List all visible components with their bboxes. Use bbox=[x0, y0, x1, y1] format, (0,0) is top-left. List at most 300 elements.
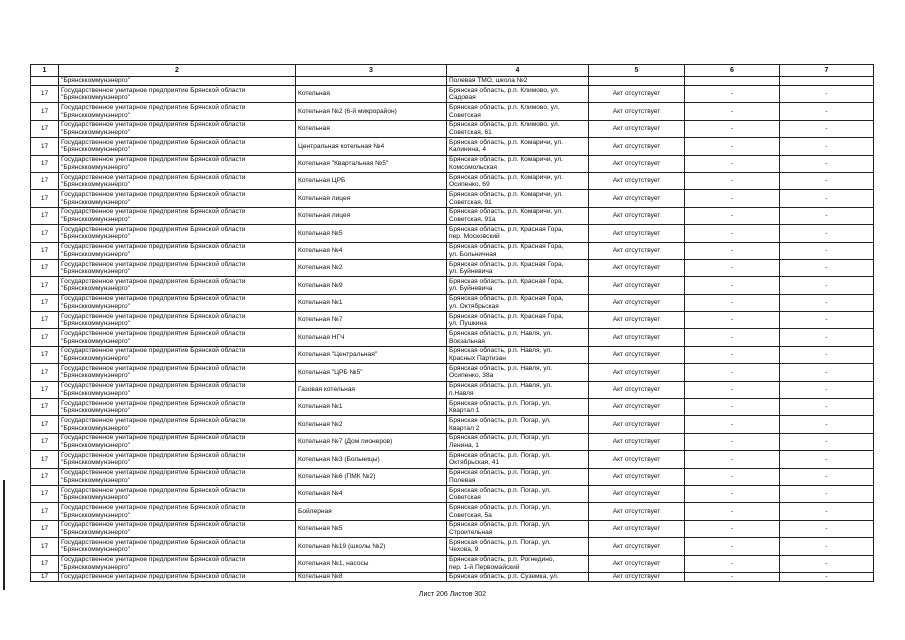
cell-address bbox=[447, 312, 589, 329]
table-row bbox=[31, 155, 874, 172]
cell-number: 17 bbox=[31, 346, 59, 363]
cell-organization bbox=[59, 138, 296, 155]
cell-number: 17 bbox=[31, 399, 59, 416]
cell-number: 17 bbox=[31, 381, 59, 398]
cell-address bbox=[447, 555, 589, 572]
cell-object: Котельная №5 bbox=[296, 225, 447, 242]
address-line-2: ул. Буйневича bbox=[449, 268, 493, 276]
cell-address bbox=[447, 346, 589, 363]
cell-status: Акт отсутствует bbox=[589, 364, 685, 381]
cell-number: 17 bbox=[31, 207, 59, 224]
cell-number: 17 bbox=[31, 312, 59, 329]
address-line-2: Строительная bbox=[449, 528, 493, 536]
cell-number: 17 bbox=[31, 225, 59, 242]
org-line-1: Государственное унитарное предприятие Брянской области bbox=[61, 190, 246, 198]
cell-status: Акт отсутствует bbox=[589, 503, 685, 520]
table-row bbox=[31, 190, 874, 207]
cell-col6: - bbox=[685, 207, 780, 224]
table-row bbox=[31, 242, 874, 259]
org-line-2: "Брянсккоммунэнерго" bbox=[61, 459, 130, 467]
cell-col6: - bbox=[685, 86, 780, 103]
table-row bbox=[31, 433, 874, 450]
cell-col6: - bbox=[685, 103, 780, 120]
cell-organization: "Брянсккоммунэнерго" bbox=[59, 77, 296, 86]
org-line-1: Государственное унитарное предприятие Брянской области bbox=[61, 556, 246, 564]
cell-col6: - bbox=[685, 312, 780, 329]
table-body bbox=[31, 77, 874, 573]
col-header-1: 1 bbox=[31, 65, 59, 77]
scan-edge-mark bbox=[3, 480, 5, 590]
cell-col7: - bbox=[780, 259, 874, 276]
cell-status: Акт отсутствует bbox=[589, 190, 685, 207]
org-line-1: Государственное унитарное предприятие Брянской области bbox=[61, 138, 246, 146]
cell-address bbox=[447, 416, 589, 433]
cell-status: Акт отсутствует bbox=[589, 433, 685, 450]
org-line-1: Государственное унитарное предприятие Брянской области bbox=[61, 451, 246, 459]
cell-object: Котельная №7 (Дом пионеров) bbox=[296, 433, 447, 450]
address-line-2: Квартал 1 bbox=[449, 407, 480, 415]
table-row bbox=[31, 485, 874, 502]
cell-object: Котельная лицея bbox=[296, 207, 447, 224]
cell-number: 17 bbox=[31, 503, 59, 520]
cell-organization bbox=[59, 555, 296, 572]
address-line-1: Брянская область, р.п. Красная Гора, bbox=[449, 312, 564, 320]
address-line-2: Октябрьская, 41 bbox=[449, 459, 500, 467]
cell-organization: Государственное унитарное предприятие Брянской области bbox=[59, 572, 296, 581]
cell-number: 17 bbox=[31, 155, 59, 172]
address-line-2: Советская bbox=[449, 494, 481, 502]
cell-organization bbox=[59, 155, 296, 172]
cell-address bbox=[447, 468, 589, 485]
cell-col6: - bbox=[685, 555, 780, 572]
org-line-2: "Брянсккоммунэнерго" bbox=[61, 320, 130, 328]
cell-address bbox=[447, 242, 589, 259]
cell-organization bbox=[59, 312, 296, 329]
cell-address bbox=[447, 259, 589, 276]
cell-status: Акт отсутствует bbox=[589, 381, 685, 398]
table-row bbox=[31, 312, 874, 329]
org-line-2: "Брянсккоммунэнерго" bbox=[61, 389, 130, 397]
cell-organization bbox=[59, 103, 296, 120]
cell-number: 17 bbox=[31, 294, 59, 311]
address-line-2: Осипенко, 69 bbox=[449, 181, 490, 189]
cell-status: Акт отсутствует bbox=[589, 346, 685, 363]
address-line-1: Брянская область, р.п. Климово, ул. bbox=[449, 103, 560, 111]
address-line-1: Брянская область, р.п. Красная Гора, bbox=[449, 277, 564, 285]
cell-organization bbox=[59, 433, 296, 450]
table-row bbox=[31, 468, 874, 485]
cell-status: Акт отсутствует bbox=[589, 103, 685, 120]
cell-status: Акт отсутствует bbox=[589, 312, 685, 329]
cell-col6: - bbox=[685, 399, 780, 416]
cell-address bbox=[447, 329, 589, 346]
cell-object: Газовая котельная bbox=[296, 381, 447, 398]
org-line-1: Государственное унитарное предприятие Брянской области bbox=[61, 347, 246, 355]
cell-object: Котельная №5 bbox=[296, 520, 447, 537]
cell-status: Акт отсутствует bbox=[589, 242, 685, 259]
cell-object: Котельная №2 bbox=[296, 416, 447, 433]
col-header-4: 4 bbox=[447, 65, 589, 77]
address-line-2: Советская, 91 bbox=[449, 198, 492, 206]
address-line-2: Советская, 5а bbox=[449, 511, 492, 519]
address-line-1: Брянская область, р.п. Комаричи, ул. bbox=[449, 138, 564, 146]
cell-status: Акт отсутствует bbox=[589, 207, 685, 224]
table-row bbox=[31, 103, 874, 120]
cell-object: Котельная bbox=[296, 120, 447, 137]
cell-address bbox=[447, 294, 589, 311]
cell-address: Брянская область, р.п. Суземка, ул. bbox=[447, 572, 589, 581]
cell-object bbox=[296, 77, 447, 86]
address-line-2: Вокзальная bbox=[449, 337, 485, 345]
cell-col7: - bbox=[780, 155, 874, 172]
org-line-1: Государственное унитарное предприятие Брянской области bbox=[61, 312, 246, 320]
cell-col7: - bbox=[780, 468, 874, 485]
table-row bbox=[31, 451, 874, 468]
cell-col7: - bbox=[780, 451, 874, 468]
address-line-2: Садовая bbox=[449, 94, 476, 102]
header-row bbox=[31, 65, 874, 77]
org-line-2: "Брянсккоммунэнерго" bbox=[61, 163, 130, 171]
address-line-2: пер. Московский bbox=[449, 233, 500, 241]
table-row bbox=[31, 329, 874, 346]
cell-organization bbox=[59, 520, 296, 537]
cell-number: 17 bbox=[31, 468, 59, 485]
table-last bbox=[31, 572, 874, 581]
address-line-2: Комсомольская bbox=[449, 163, 497, 171]
page-footer: Лист 206 Листов 302 bbox=[418, 591, 487, 598]
address-line-2: Советская, 91а bbox=[449, 215, 496, 223]
table-row bbox=[31, 364, 874, 381]
cell-col6: - bbox=[685, 468, 780, 485]
cell-status: Акт отсутствует bbox=[589, 538, 685, 555]
cell-status: Акт отсутствует bbox=[589, 172, 685, 189]
document-sheet bbox=[30, 64, 874, 582]
org-line-2: "Брянсккоммунэнерго" bbox=[61, 302, 130, 310]
cell-col6: - bbox=[685, 485, 780, 502]
cell-col6 bbox=[685, 77, 780, 86]
org-line-1: Государственное унитарное предприятие Брянской области bbox=[61, 538, 246, 546]
org-line-1: Государственное унитарное предприятие Брянской области bbox=[61, 277, 246, 285]
table-row bbox=[31, 381, 874, 398]
cell-col7 bbox=[780, 77, 874, 86]
address-line-2: ул. Буйневича bbox=[449, 285, 493, 293]
org-line-1: Государственное унитарное предприятие Брянской области bbox=[61, 225, 246, 233]
cell-status: Акт отсутствует bbox=[589, 468, 685, 485]
cell-status: Акт отсутствует bbox=[589, 155, 685, 172]
cell-object: Котельная №7 bbox=[296, 312, 447, 329]
address-line-2: ул. Пушкина bbox=[449, 320, 487, 328]
cell-status: Акт отсутствует bbox=[589, 138, 685, 155]
org-line-1: Государственное унитарное предприятие Брянской области bbox=[61, 503, 246, 511]
cell-address bbox=[447, 86, 589, 103]
cell-number: 17 bbox=[31, 242, 59, 259]
cell-status: Акт отсутствует bbox=[589, 277, 685, 294]
cell-address bbox=[447, 485, 589, 502]
col-header-3: 3 bbox=[296, 65, 447, 77]
cell-address bbox=[447, 103, 589, 120]
org-line-1: Государственное унитарное предприятие Брянской области bbox=[61, 382, 246, 390]
cell-col6: - bbox=[685, 190, 780, 207]
cell-col7: - bbox=[780, 520, 874, 537]
cell-address bbox=[447, 190, 589, 207]
org-line-1: Государственное унитарное предприятие Брянской области bbox=[61, 469, 246, 477]
org-line-2: "Брянсккоммунэнерго" bbox=[61, 337, 130, 345]
cell-address: Полевая ТМО, школа №2 bbox=[447, 77, 589, 86]
cell-number: 17 bbox=[31, 120, 59, 137]
cell-number: 17 bbox=[31, 277, 59, 294]
cell-status: Акт отсутствует bbox=[589, 86, 685, 103]
org-line-1: Государственное унитарное предприятие Брянской области bbox=[61, 399, 246, 407]
cell-address bbox=[447, 503, 589, 520]
org-line-2: "Брянсккоммунэнерго" bbox=[61, 285, 130, 293]
org-line-1: Государственное унитарное предприятие Брянской области bbox=[61, 156, 246, 164]
cell-col7: - bbox=[780, 416, 874, 433]
cell-status bbox=[589, 77, 685, 86]
org-line-2: "Брянсккоммунэнерго" bbox=[61, 476, 130, 484]
cell-organization bbox=[59, 503, 296, 520]
address-line-1: Брянская область, р.п. Погар, ул. bbox=[449, 521, 551, 529]
table-row bbox=[31, 538, 874, 555]
cell-address bbox=[447, 138, 589, 155]
cell-col6: - bbox=[685, 520, 780, 537]
cell-number: 17 bbox=[31, 364, 59, 381]
cell-organization bbox=[59, 242, 296, 259]
cell-number: 17 bbox=[31, 572, 59, 581]
cell-col6: - bbox=[685, 172, 780, 189]
table-row bbox=[31, 225, 874, 242]
org-line-1: Государственное унитарное предприятие Брянской области bbox=[61, 208, 246, 216]
cell-number: 17 bbox=[31, 86, 59, 103]
cell-col6: - bbox=[685, 138, 780, 155]
org-line-1: Государственное унитарное предприятие Брянской области bbox=[61, 330, 246, 338]
address-line-1: Брянская область, р.п. Комаричи, ул. bbox=[449, 208, 564, 216]
cell-address bbox=[447, 520, 589, 537]
last-row bbox=[31, 572, 874, 581]
cell-col7: - bbox=[780, 346, 874, 363]
cell-number: 17 bbox=[31, 416, 59, 433]
cell-object: Котельная №9 bbox=[296, 277, 447, 294]
cell-organization bbox=[59, 259, 296, 276]
address-line-1: Брянская область, р.п. Погар, ул. bbox=[449, 417, 551, 425]
address-line-2: п.Навля bbox=[449, 389, 474, 397]
cell-status: Акт отсутствует bbox=[589, 416, 685, 433]
cell-col7: - bbox=[780, 433, 874, 450]
cell-object: Котельная "ЦРБ №5" bbox=[296, 364, 447, 381]
org-line-1: Государственное унитарное предприятие Брянской области bbox=[61, 243, 246, 251]
cell-status: Акт отсутствует bbox=[589, 294, 685, 311]
cell-col7: - bbox=[780, 86, 874, 103]
cell-number: 17 bbox=[31, 190, 59, 207]
address-line-1: Брянская область, р.п. Комаричи, ул. bbox=[449, 173, 564, 181]
address-line-2: пер. 1-й Первомайский bbox=[449, 563, 520, 571]
address-line-2: Чехова, 9 bbox=[449, 546, 479, 554]
cell-col7: - bbox=[780, 172, 874, 189]
address-line-1: Брянская область, р.п. Комаричи, ул. bbox=[449, 156, 564, 164]
cell-number: 17 bbox=[31, 103, 59, 120]
cell-object: Котельная №3 (Больницы) bbox=[296, 451, 447, 468]
org-line-1: Государственное унитарное предприятие Брянской области bbox=[61, 103, 246, 111]
cell-status: Акт отсутствует bbox=[589, 259, 685, 276]
cell-organization bbox=[59, 225, 296, 242]
cell-col6: - bbox=[685, 346, 780, 363]
cell-address bbox=[447, 207, 589, 224]
cell-col6: - bbox=[685, 538, 780, 555]
cell-organization bbox=[59, 207, 296, 224]
address-line-2: ул. Больничная bbox=[449, 250, 497, 258]
org-line-2: "Брянсккоммунэнерго" bbox=[61, 563, 130, 571]
cell-number: 17 bbox=[31, 329, 59, 346]
org-line-2: "Брянсккоммунэнерго" bbox=[61, 424, 130, 432]
org-line-1: Государственное унитарное предприятие Брянской области bbox=[61, 86, 246, 94]
cell-organization bbox=[59, 468, 296, 485]
cell-organization bbox=[59, 364, 296, 381]
org-line-1: Государственное унитарное предприятие Брянской области bbox=[61, 260, 246, 268]
cell-object: Котельная №19 (школы №2) bbox=[296, 538, 447, 555]
address-line-2: Осипенко, 38а bbox=[449, 372, 494, 380]
address-line-2: Советская, 61 bbox=[449, 128, 492, 136]
cell-object: Котельная №1 bbox=[296, 399, 447, 416]
table-row bbox=[31, 294, 874, 311]
cell-organization bbox=[59, 451, 296, 468]
address-line-2: Калинина, 4 bbox=[449, 146, 487, 154]
table-row bbox=[31, 120, 874, 137]
table-row bbox=[31, 346, 874, 363]
cell-address bbox=[447, 451, 589, 468]
cell-number: 17 bbox=[31, 538, 59, 555]
org-line-2: "Брянсккоммунэнерго" bbox=[61, 546, 130, 554]
cell-object: Котельная bbox=[296, 86, 447, 103]
cell-object: Котельная №4 bbox=[296, 242, 447, 259]
cell-address bbox=[447, 155, 589, 172]
col-header-7: 7 bbox=[780, 65, 874, 77]
cell-organization bbox=[59, 538, 296, 555]
cell-col7: - bbox=[780, 399, 874, 416]
cell-number bbox=[31, 77, 59, 86]
address-line-1: Брянская область, р.п. Рогнедино, bbox=[449, 556, 555, 564]
cell-col6: - bbox=[685, 242, 780, 259]
table-row bbox=[31, 277, 874, 294]
cell-address bbox=[447, 364, 589, 381]
cell-object: Котельная ЦРБ bbox=[296, 172, 447, 189]
address-line-1: Брянская область, р.п. Красная Гора, bbox=[449, 243, 564, 251]
address-line-1: Брянская область, р.п. Погар, ул. bbox=[449, 503, 551, 511]
cell-object: Центральная котельная №4 bbox=[296, 138, 447, 155]
cell-col6: - bbox=[685, 364, 780, 381]
cell-col6: - bbox=[685, 433, 780, 450]
org-line-2: "Брянсккоммунэнерго" bbox=[61, 128, 130, 136]
cell-organization bbox=[59, 329, 296, 346]
org-line-2: "Брянсккоммунэнерго" bbox=[61, 94, 130, 102]
cell-status: Акт отсутствует bbox=[589, 399, 685, 416]
address-line-1: Брянская область, р.п. Погар, ул. bbox=[449, 451, 551, 459]
cell-col6: - bbox=[685, 225, 780, 242]
cell-col7: - bbox=[780, 207, 874, 224]
cell-col7: - bbox=[780, 538, 874, 555]
cell-col7: - bbox=[780, 364, 874, 381]
cell-number: 17 bbox=[31, 433, 59, 450]
org-line-1: Государственное унитарное предприятие Брянской области bbox=[61, 417, 246, 425]
cell-status: Акт отсутствует bbox=[589, 225, 685, 242]
table-row bbox=[31, 416, 874, 433]
org-line-1: Государственное унитарное предприятие Брянской области bbox=[61, 521, 246, 529]
cell-col6: - bbox=[685, 259, 780, 276]
cell-object: Котельная №6 (ПМК №2) bbox=[296, 468, 447, 485]
address-line-1: Брянская область, р.п. Погар, ул. bbox=[449, 469, 551, 477]
cell-object: Котельная НГЧ bbox=[296, 329, 447, 346]
cell-organization bbox=[59, 86, 296, 103]
table-row bbox=[31, 86, 874, 103]
org-line-2: "Брянсккоммунэнерго" bbox=[61, 355, 130, 363]
org-line-2: "Брянсккоммунэнерго" bbox=[61, 181, 130, 189]
table-row bbox=[31, 399, 874, 416]
cell-col7: - bbox=[780, 294, 874, 311]
cell-number: 17 bbox=[31, 555, 59, 572]
org-line-2: "Брянсккоммунэнерго" bbox=[61, 494, 130, 502]
cell-organization bbox=[59, 416, 296, 433]
table-row bbox=[31, 503, 874, 520]
cell-organization bbox=[59, 346, 296, 363]
address-line-1: Брянская область, р.п. Комаричи, ул. bbox=[449, 190, 564, 198]
boiler-table bbox=[30, 64, 874, 582]
cell-col6: - bbox=[685, 329, 780, 346]
cell-object: Бойлерная bbox=[296, 503, 447, 520]
org-line-1: Государственное унитарное предприятие Брянской области bbox=[61, 121, 246, 129]
cell-organization bbox=[59, 190, 296, 207]
cell-address bbox=[447, 277, 589, 294]
org-line-2: "Брянсккоммунэнерго" bbox=[61, 146, 130, 154]
cell-object: Котельная лицея bbox=[296, 190, 447, 207]
cell-number: 17 bbox=[31, 259, 59, 276]
cell-col7: - bbox=[780, 120, 874, 137]
cell-number: 17 bbox=[31, 451, 59, 468]
cell-number: 17 bbox=[31, 485, 59, 502]
address-line-2: Советская bbox=[449, 111, 481, 119]
address-line-1: Брянская область, р.п. Навля, ул. bbox=[449, 347, 553, 355]
cell-col6: - bbox=[685, 572, 780, 581]
table-row bbox=[31, 172, 874, 189]
cell-object: Котельная №1, насосы bbox=[296, 555, 447, 572]
cell-status: Акт отсутствует bbox=[589, 485, 685, 502]
address-line-1: Брянская область, р.п. Навля, ул. bbox=[449, 330, 553, 338]
cell-col7: - bbox=[780, 190, 874, 207]
cell-object: Котельная №8 bbox=[296, 572, 447, 581]
cell-address bbox=[447, 225, 589, 242]
cell-number: 17 bbox=[31, 138, 59, 155]
cell-col7: - bbox=[780, 503, 874, 520]
org-line-2: "Брянсккоммунэнерго" bbox=[61, 442, 130, 449]
address-line-1: Брянская область, р.п. Красная Гора, bbox=[449, 225, 564, 233]
continuation-row bbox=[31, 77, 874, 86]
org-line-2: "Брянсккоммунэнерго" bbox=[61, 233, 130, 241]
address-line-2: ул. Октябрьская bbox=[449, 302, 499, 310]
cell-col7: - bbox=[780, 277, 874, 294]
cell-status: Акт отсутствует bbox=[589, 329, 685, 346]
cell-col6: - bbox=[685, 451, 780, 468]
org-line-2: "Брянсккоммунэнерго" bbox=[61, 407, 130, 415]
col-header-5: 5 bbox=[589, 65, 685, 77]
org-line-1: Государственное унитарное предприятие Брянской области bbox=[61, 434, 246, 442]
cell-object: Котельная №4 bbox=[296, 485, 447, 502]
cell-col7: - bbox=[780, 138, 874, 155]
cell-address bbox=[447, 172, 589, 189]
address-line-1: Брянская область, р.п. Погар, ул. bbox=[449, 486, 551, 494]
cell-col6: - bbox=[685, 416, 780, 433]
address-line-1: Брянская область, р.п. Погар, ул. bbox=[449, 399, 551, 407]
org-line-2: "Брянсккоммунэнерго" bbox=[61, 250, 130, 258]
cell-col6: - bbox=[685, 381, 780, 398]
cell-col6: - bbox=[685, 120, 780, 137]
cell-col6: - bbox=[685, 155, 780, 172]
